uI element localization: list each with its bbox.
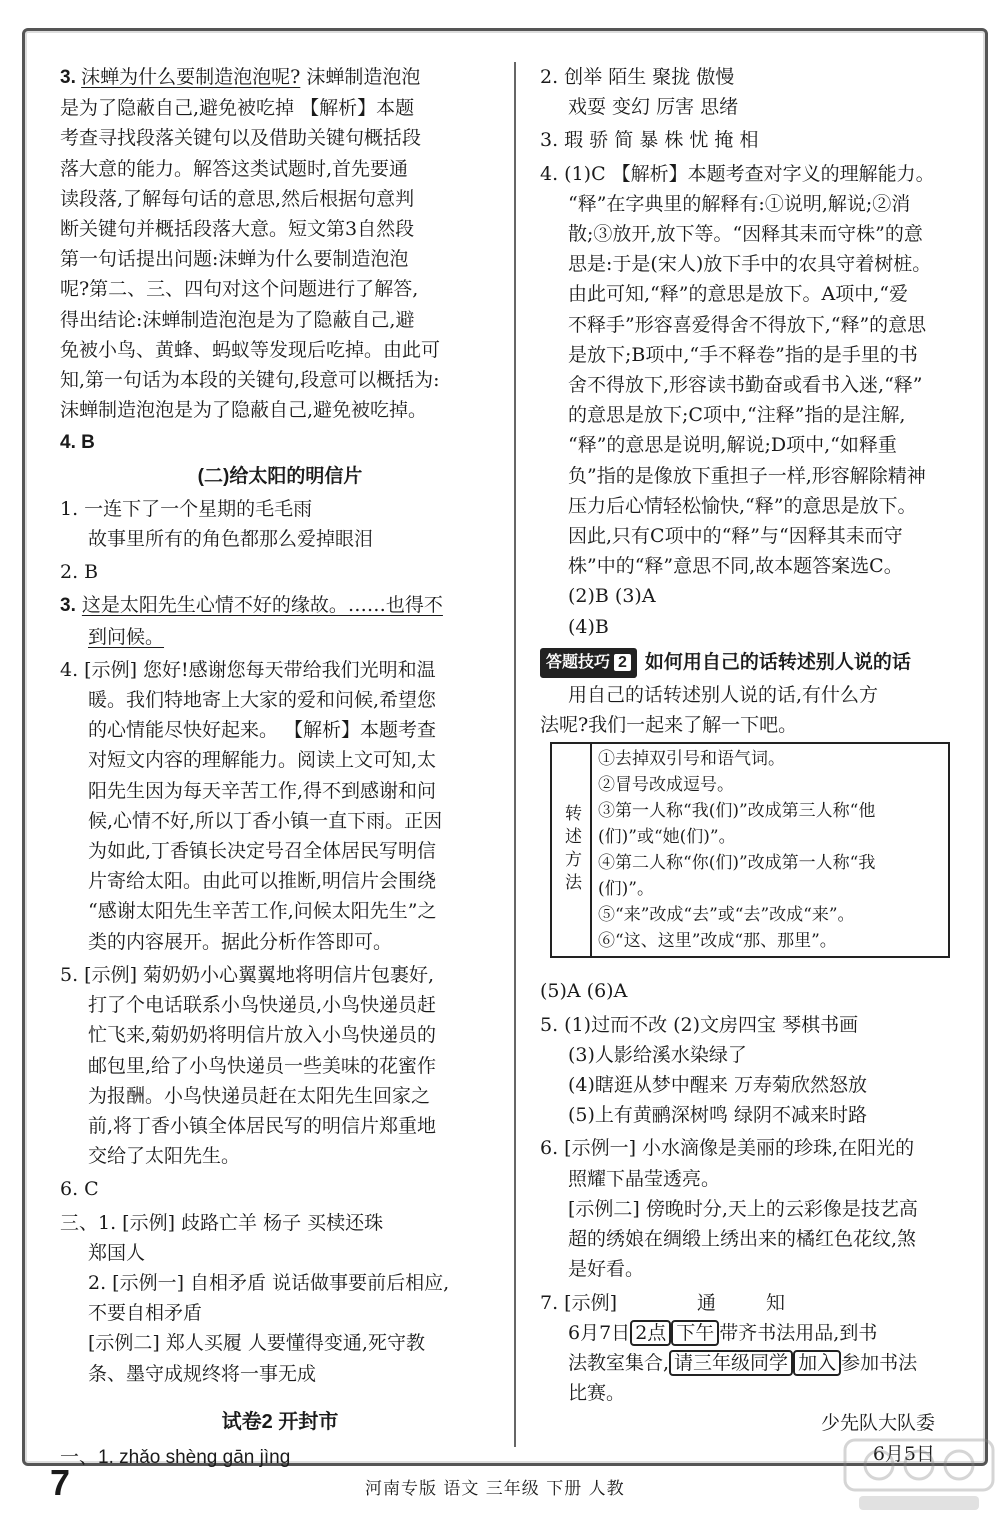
rules-table (550, 742, 950, 958)
answer-3-question: 沫蝉为什么要制造泡泡呢? (81, 66, 301, 88)
s2-answer-2: 2. B (60, 561, 99, 584)
notice-date: 6月5日 (872, 1442, 935, 1465)
r-answer-3: 3. 瑕 骄 简 暴 株 忧 掩 相 (540, 129, 759, 152)
answer-3: 3. 沫蝉为什么要制造泡泡呢? 沫蝉制造泡泡 是为了隐蔽自己,避免被吃掉 【解析】本题 考查寻找段落关键句以及借助关键句概括段 落大意的能力。解答这类试题时,首先要通 读段落,了解每句话的意思,然后根据句意判 断关键句并概括段落大意。短文第3自然段 第一句话提出问题:沫蝉为什么要制造泡泡 呢?第二、三、四句对这个问题进行了解答, 得出结论:沫蝉制造泡泡是为了隐蔽自己,避 免被小鸟、黄蜂、蚂蚁等发现后吃掉。由此可 知,第一句话为本段的关键句,段意可以概括为: 沫蝉制造泡泡是为了隐蔽自己,避免被吃掉。 (60, 66, 441, 422)
left-column (60, 62, 500, 1473)
rules-side-label: 转述方法 (551, 743, 591, 957)
s2-answer-1: 1. 一连下了一个星期的毛毛雨 故事里所有的角色都那么爱掉眼泪 (60, 497, 374, 551)
correction-box-1: 2点 (630, 1320, 671, 1346)
r-answer-5: 5. (1)过而不改 (2)文房四宝 琴棋书画 (3)人影给溪水染绿了 (4)瞎逛从梦中醒来 万寿菊欣然怒放 (5)上有黄鹂深树鸣 绿阴不减来时路 (540, 1013, 867, 1127)
s2-answer-3: 3. 这是太阳先生心情不好的缘故。……也得不 到问候。 (60, 594, 443, 648)
tip-intro-2: 法呢?我们一起来了解一下吧。 (540, 714, 798, 737)
r-answer-4: 4. (1)C 【解析】本题考查对字义的理解能力。 “释”在字典里的解释有:①说明,解说;②消 散;③放开,放下等。“因释其耒而守株”的意 思是:于是(宋人)放下手中的农具守着树桩。 由此可知,“释”的意思是放下。A项中,“爱 不释手”形容喜爱得舍不得放下,“释”的意思 是放下;B项中,“手不释卷”指的是手里的书 舍不得放下,形容读书勤奋或看书入迷,“释” 的意思是放下;C项中,“注释”指的是注解, “释”的意思是说明,解说;D项中,“如释重 负”指的是像放下重担子一样,形容解除精神 压力后心情轻松愉快,“释”的意思是放下。 因此,只有C项中的“释”与“因释其耒而守 株”中的“释”意思不同,故本题答案选C。 (2)B (3)A (4)B (540, 162, 935, 638)
tip-title: 如何用自己的话转述别人说的话 (644, 651, 911, 673)
correction-box-2: 下午 (671, 1320, 719, 1346)
watermark-logo-icon (839, 1430, 999, 1520)
column-divider (514, 62, 516, 1447)
r-answer-2: 2. 创举 陌生 聚拢 傲慢 戏耍 变幻 厉害 思绪 (540, 66, 739, 119)
s2-answer-5: 5. [示例] 菊奶奶小心翼翼地将明信片包裹好, 打了个电话联系小鸟快递员,小鸟快递员赶 忙飞来,菊奶奶将明信片放入小鸟快递员的 邮包里,给了小鸟快递员一些美味的花蜜作 为报酬。小鸟快递员赶在太阳先生回家之 前,将丁香小镇全体居民写的明信片郑重地 交给了太阳先生。 (60, 963, 437, 1168)
tip-intro-1: 用自己的话转述别人说的话,有什么方 (568, 684, 879, 707)
page-number: 7 (50, 1462, 71, 1503)
paper-title: 试卷2 开封市 (221, 1410, 339, 1433)
r-answer-6: 6. [示例一] 小水滴像是美丽的珍珠,在阳光的 照耀下晶莹透亮。 [示例二] 傍晚时分,天上的云彩像是技艺高 超的绣娘在绸缎上绣出来的橘红色花纹,煞 是好看。 (540, 1137, 918, 1281)
part-3-answers: 三、1. [示例] 歧路亡羊 杨子 买椟还珠 郑国人 2. [示例一] 自相矛盾 说话做事要前后相应, 不要自相矛盾 [示例二] 郑人买履 人要懂得变通,死守教 条、墨守成规终将一事无成 (60, 1211, 450, 1385)
tip-header (540, 648, 945, 678)
r-answer-4-cont: (5)A (6)A (540, 980, 628, 1003)
right-column (540, 62, 945, 1472)
section-title: (二)给太阳的明信片 (197, 465, 363, 487)
notice-title: 通 知 (697, 1291, 808, 1314)
r-answer-7: 7. [示例] 通 知 6月7日 2点 下午 带齐书法用品,到书 法教室集合, 请三年级同学 加入 参加书法 比赛。 少先队大队委 6月5日 (540, 1288, 945, 1469)
footer-text: 河南专版 语文 三年级 下册 人教 (365, 1479, 625, 1499)
tip-badge: 答题技巧 2 (540, 648, 637, 678)
answer-4: 4. B (60, 432, 95, 454)
page-footer (50, 1462, 950, 1502)
pinyin-answer: 一、1. zhǎo shèng gān jìng (60, 1446, 291, 1468)
notice-signature: 少先队大队委 (820, 1412, 935, 1435)
correction-box-4: 加入 (793, 1350, 841, 1376)
s2-answer-6: 6. C (60, 1178, 99, 1201)
rules-list: ①去掉双引号和语气词。 ②冒号改成逗号。 ③第一人称“我(们)”改成第三人称“他 (们)”或“她(们)”。 ④第二人称“你(们)”改成第一人称“我 (们)”。 ⑤“来”改成“去”或“去”改成“来”。 ⑥“这、这里”改成“那、那里”。 (591, 743, 949, 957)
s2-answer-4: 4. [示例] 您好!感谢您每天带给我们光明和温 暖。我们特地寄上大家的爱和问候,希望您 的心情能尽快好起来。 【解析】本题考查 对短文内容的理解能力。阅读上文可知,太 阳先生因为每天辛苦工作,得不到感谢和问 候,心情不好,所以丁香小镇一直下雨。正因 为如此,丁香镇长决定号召全体居民写明信 片寄给太阳。由此可以推断,明信片会围绕 “感谢太阳先生辛苦工作,问候太阳先生”之 类的内容展开。据此分析作答即可。 (60, 658, 443, 953)
correction-box-3: 请三年级同学 (669, 1350, 793, 1376)
